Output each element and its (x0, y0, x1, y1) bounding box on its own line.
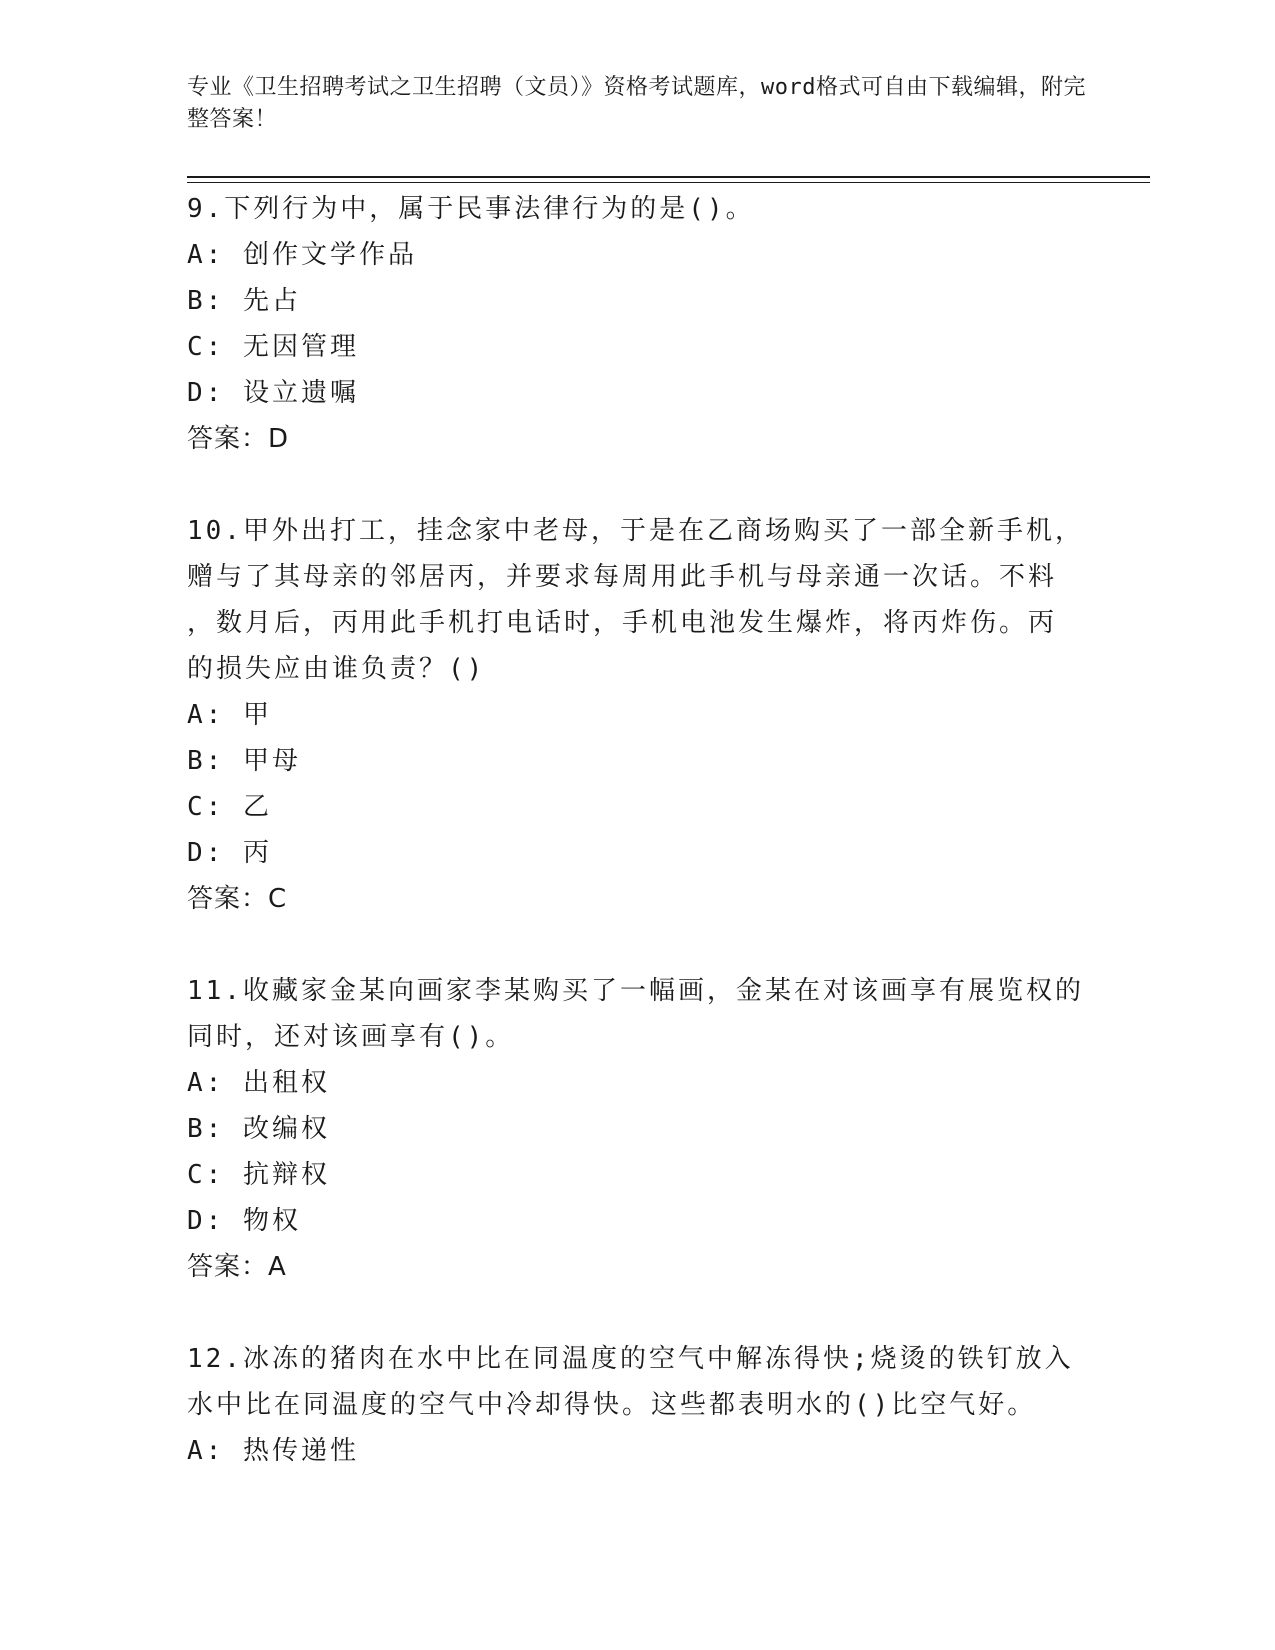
option-c: C: 无因管理 (187, 332, 359, 362)
option-c: C: 乙 (187, 792, 272, 822)
option-d: D: 物权 (187, 1206, 301, 1236)
option-a: A: 热传递性 (187, 1436, 359, 1466)
question-11 (187, 968, 1087, 1290)
answer-line: 答案：C (187, 884, 288, 914)
option-a: A: 创作文学作品 (187, 240, 417, 270)
option-c: C: 抗辩权 (187, 1160, 330, 1190)
question-10 (187, 508, 1087, 922)
option-b: B: 先占 (187, 286, 301, 316)
header-rule-thin (187, 182, 1150, 183)
option-a: A: 出租权 (187, 1068, 330, 1098)
question-text-line: 10.甲外出打工，挂念家中老母，于是在乙商场购买了一部全新手机， (187, 516, 1084, 546)
document-header: 专业《卫生招聘考试之卫生招聘（文员）》资格考试题库，word格式可自由下载编辑，附完整答案！ (187, 75, 1086, 132)
option-d: D: 设立遗嘱 (187, 378, 359, 408)
question-text-line: 9.下列行为中，属于民事法律行为的是()。 (187, 194, 755, 224)
spacer (187, 1290, 1087, 1336)
spacer (187, 922, 1087, 968)
answer-line: 答案：D (187, 424, 290, 454)
option-d: D: 丙 (187, 838, 272, 868)
header-rule-thick (187, 176, 1150, 178)
spacer (187, 462, 1087, 508)
question-list (187, 186, 1087, 1474)
question-text-line: 同时，还对该画享有()。 (187, 1022, 515, 1052)
option-b: B: 改编权 (187, 1114, 330, 1144)
question-text-line: 12.冰冻的猪肉在水中比在同温度的空气中解冻得快;烧烫的铁钉放入 (187, 1344, 1074, 1374)
question-text-line: 赠与了其母亲的邻居丙，并要求每周用此手机与母亲通一次话。不料 (187, 562, 1058, 592)
question-9 (187, 186, 1087, 462)
question-12 (187, 1336, 1087, 1474)
question-text-line: 11.收藏家金某向画家李某购买了一幅画，金某在对该画享有展览权的 (187, 976, 1084, 1006)
question-text-line: 的损失应由谁负责？() (187, 654, 486, 684)
option-b: B: 甲母 (187, 746, 301, 776)
question-text-line: ，数月后，丙用此手机打电话时，手机电池发生爆炸，将丙炸伤。丙 (187, 608, 1058, 638)
option-a: A: 甲 (187, 700, 272, 730)
question-text-line: 水中比在同温度的空气中冷却得快。这些都表明水的()比空气好。 (187, 1390, 1037, 1420)
answer-line: 答案：A (187, 1252, 287, 1282)
